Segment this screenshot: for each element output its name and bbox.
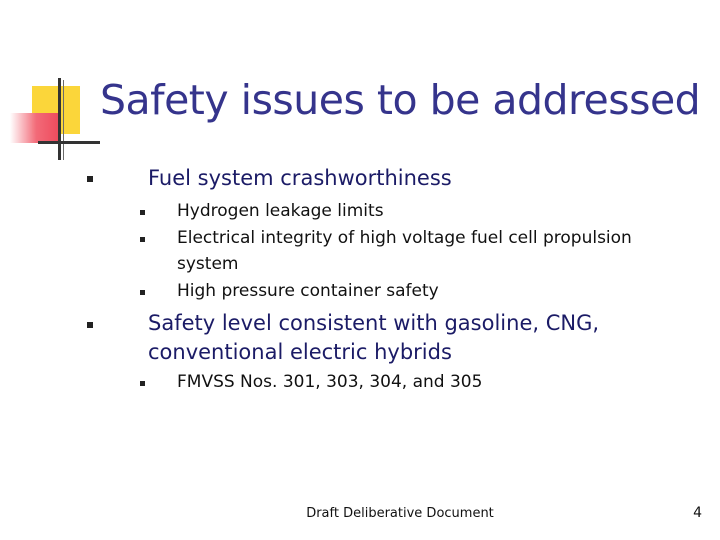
logo-horizontal-line: [38, 141, 100, 144]
sub-bullet-text-electrical: Electrical integrity of high voltage fuel cell propulsion system: [177, 228, 632, 274]
footer-text: Draft Deliberative Document: [306, 506, 494, 521]
bullet-text-safety-level: Safety level consistent with gasoline, CNG, conventional electric hybrids: [148, 311, 600, 364]
bullet-square-icon: [87, 176, 93, 182]
logo-vertical-line: [58, 78, 61, 160]
sub-bullet-text-pressure: High pressure container safety: [177, 281, 439, 301]
logo-vertical-line-thin: [63, 80, 64, 160]
sub-bullet-square-icon: [140, 381, 145, 386]
sub-bullet-text-fmvss: FMVSS Nos. 301, 303, 304, and 305: [177, 372, 483, 392]
sub-bullet-square-icon: [140, 290, 145, 295]
sub-bullet-text-hydrogen: Hydrogen leakage limits: [177, 201, 384, 221]
sub-bullet-square-icon: [140, 210, 145, 215]
slide-title: Safety issues to be addressed: [100, 76, 701, 124]
sub-bullet-square-icon: [140, 237, 145, 242]
bullet-square-icon: [87, 322, 93, 328]
logo-red-bar: [10, 113, 58, 143]
bullet-text-fuel-system: Fuel system crashworthiness: [148, 166, 452, 190]
page-number: 4: [693, 505, 702, 521]
